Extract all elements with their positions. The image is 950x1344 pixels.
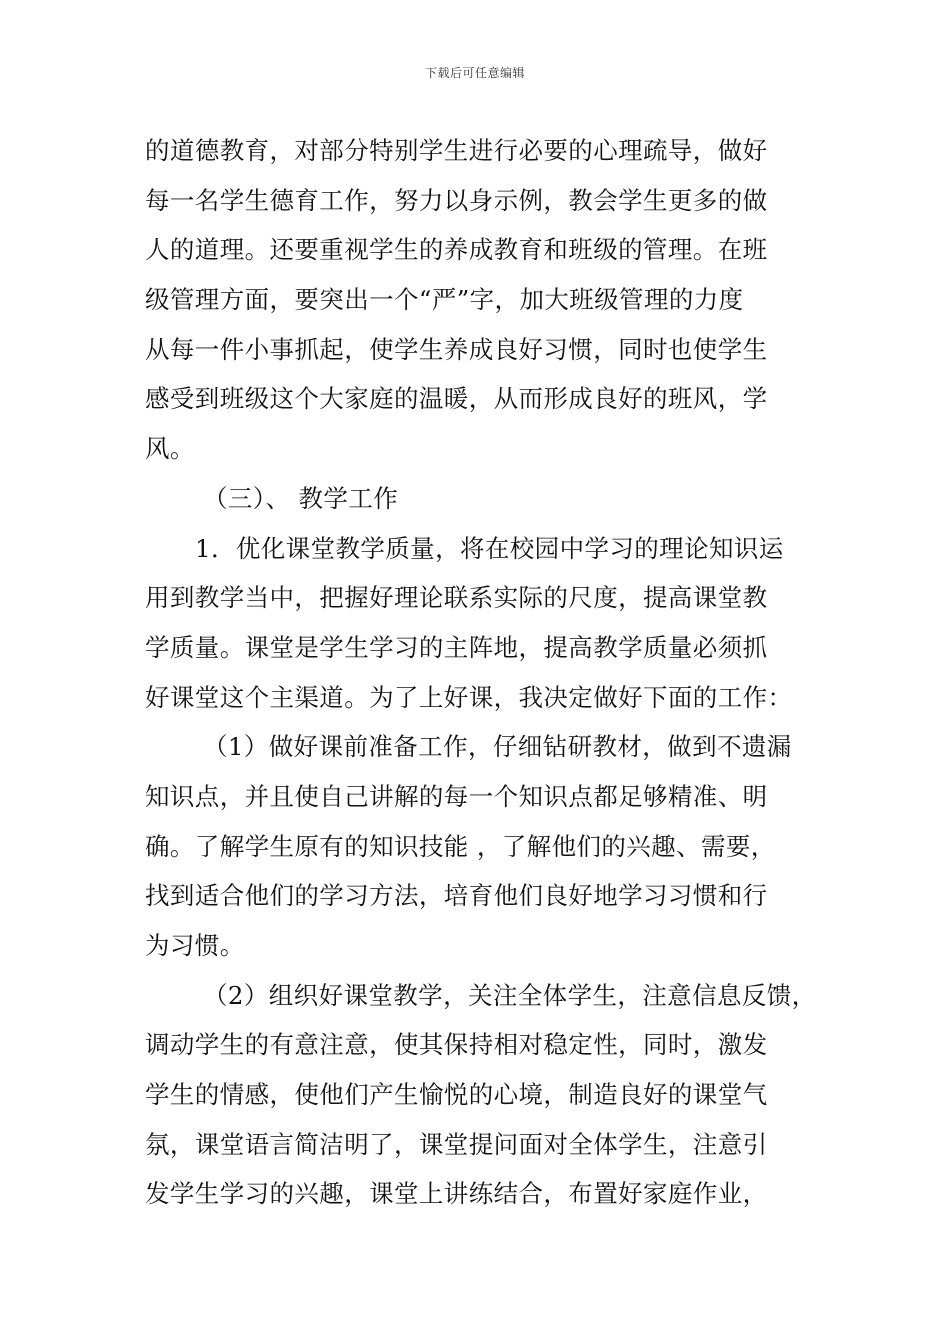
text-line: 确。了解学生原有的知识技能 ，了解他们的兴趣、需要， — [145, 831, 776, 861]
text-line: 学质量。课堂是学生学习的主阵地，提高教学质量必须抓 — [145, 632, 768, 662]
section-heading: （三）、 教学工作 — [203, 483, 399, 513]
text-line: （2）组织好课堂教学，关注全体学生，注意信息反馈， — [203, 980, 817, 1010]
text-line: 发学生学习的兴趣，课堂上讲练结合，布置好家庭作业， — [145, 1179, 768, 1209]
text-line: 氛，课堂语言简洁明了，课堂提问面对全体学生，注意引 — [145, 1129, 768, 1159]
text-line: 从每一件小事抓起，使学生养成良好习惯，同时也使学生 — [145, 334, 768, 364]
text-line: 感受到班级这个大家庭的温暖，从而形成良好的班风，学 — [145, 384, 768, 414]
text-line: 人的道理。还要重视学生的养成教育和班级的管理。在班 — [145, 235, 768, 265]
page-header: 下载后可任意编辑 — [424, 66, 525, 80]
text-line: 风。 — [145, 434, 195, 464]
text-line: 用到教学当中，把握好理论联系实际的尺度，提高课堂教 — [145, 583, 768, 613]
text-line: 1．优化课堂教学质量，将在校园中学习的理论知识运 — [195, 533, 784, 563]
text-line: （1）做好课前准备工作，仔细钻研教材，做到不遗漏 — [203, 732, 792, 762]
text-line: 好课堂这个主渠道。为了上好课，我决定做好下面的工作： — [145, 682, 793, 712]
text-line: 找到适合他们的学习方法，培育他们良好地学习习惯和行 — [145, 881, 768, 911]
text-line: 学生的情感，使他们产生愉悦的心境，制造良好的课堂气 — [145, 1080, 768, 1110]
text-line: 知识点，并且使自己讲解的每一个知识点都足够精准、明 — [145, 781, 768, 811]
document-body — [145, 126, 815, 1219]
text-line: 调动学生的有意注意，使其保持相对稳定性，同时，激发 — [145, 1030, 768, 1060]
text-line: 为习惯。 — [145, 931, 245, 960]
text-line: 每一名学生德育工作，努力以身示例，教会学生更多的做 — [145, 185, 768, 215]
text-line: 的道德教育，对部分特别学生进行必要的心理疏导，做好 — [145, 136, 768, 165]
text-line: 级管理方面，要突出一个“严”字，加大班级管理的力度 — [145, 285, 744, 315]
